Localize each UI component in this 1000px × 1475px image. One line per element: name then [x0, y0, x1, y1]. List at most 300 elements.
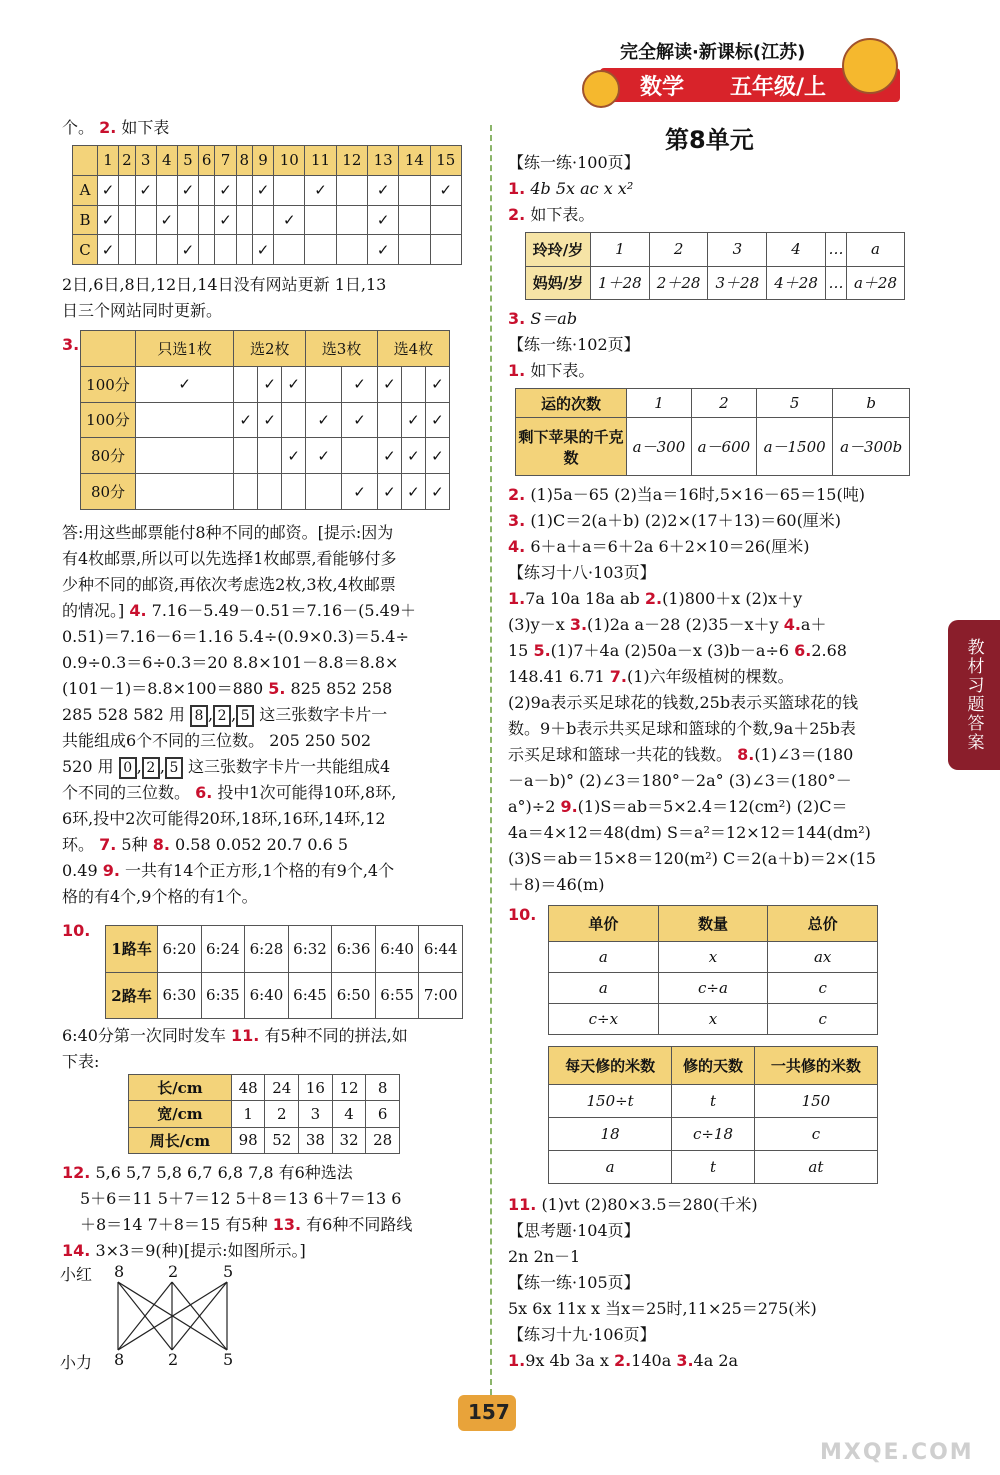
- check-cell: [236, 235, 252, 265]
- table-row: [73, 235, 462, 265]
- table-row: [73, 175, 462, 205]
- table-row: [106, 972, 463, 1019]
- check-cell: [336, 175, 367, 205]
- section-label: 【练习十九·106页】: [508, 1325, 656, 1344]
- text: 5种: [121, 835, 148, 854]
- number-card: 2: [213, 705, 231, 727]
- r-line: [508, 202, 594, 228]
- q-number: 1.: [508, 589, 526, 608]
- q-number: 6.: [195, 783, 213, 802]
- value-cell: 1: [591, 233, 650, 267]
- check-cell: [135, 205, 156, 235]
- top-label: 小红: [60, 1265, 93, 1284]
- value-cell: a: [846, 233, 904, 267]
- text: 825 852 258: [290, 679, 393, 698]
- text: 520 用: [62, 757, 114, 776]
- r-line: [508, 176, 633, 202]
- table-row: [129, 1075, 400, 1101]
- q-number: 12.: [62, 1163, 91, 1182]
- text: 0.58 0.052 20.7 0.6 5: [175, 835, 349, 854]
- row-label: 2路车: [106, 972, 158, 1019]
- check-cell: [368, 205, 399, 235]
- p1-line-5: 0.51)＝7.16－6＝1.16 5.4÷(0.9×0.3)＝5.4÷: [62, 627, 409, 646]
- check-cell: [306, 366, 342, 402]
- q-number: 2.: [644, 589, 663, 608]
- table-row: [106, 926, 463, 973]
- column-header: 修的天数: [672, 1047, 755, 1085]
- time-cell: 6:40: [375, 926, 419, 973]
- time-cell: 6:32: [288, 926, 332, 973]
- value-cell: 12: [332, 1075, 366, 1101]
- q-number: 2.: [508, 205, 526, 224]
- section-label: 【练一练·100页】: [508, 153, 640, 172]
- p1-line-12: 6环,投中2次可能得20环,18环,16环,14环,12: [62, 809, 386, 828]
- check-cell: [274, 205, 305, 235]
- table-row: [81, 366, 450, 402]
- text: (1)800＋x (2)x＋y: [662, 589, 803, 608]
- page-number: 157: [468, 1400, 510, 1424]
- check-cell: [274, 235, 305, 265]
- check-cell: [401, 402, 425, 438]
- column-header: 6: [198, 146, 214, 176]
- row-label: C: [73, 235, 98, 265]
- stamp-table: [80, 330, 450, 510]
- value-cell: a－300: [627, 418, 692, 476]
- text: 6＋a＋a＝6＋2a 6＋2×10＝26(厘米): [530, 537, 810, 556]
- check-cell: [234, 366, 258, 402]
- bottom-node: 5: [223, 1350, 234, 1369]
- table-row: [81, 402, 450, 438]
- value-cell: a－1500: [756, 418, 833, 476]
- check-cell: [177, 175, 198, 205]
- q-number: 11.: [231, 1026, 260, 1045]
- column-header: 每天修的米数: [549, 1047, 672, 1085]
- check-cell: [177, 235, 198, 265]
- rectangle-table: [128, 1074, 400, 1154]
- text: 140a: [631, 1351, 677, 1370]
- e-line: 数。9＋b表示共买足球和篮球的个数,9a＋25b表: [508, 719, 856, 738]
- check-cell: [119, 175, 135, 205]
- text: 4a 2a: [693, 1351, 739, 1370]
- q-number: 3.: [676, 1351, 694, 1370]
- row-label: 1路车: [106, 926, 158, 973]
- check-cell: [282, 402, 306, 438]
- check-cell: [377, 366, 401, 402]
- value-cell: 4＋28: [767, 266, 826, 300]
- number-card: 8: [190, 705, 208, 727]
- value-cell: x: [658, 1003, 768, 1034]
- q-number: 2.: [99, 118, 117, 137]
- row-label: 周长/cm: [129, 1127, 232, 1153]
- check-cell: [377, 402, 401, 438]
- q-number: 6.: [794, 641, 812, 660]
- check-cell: [342, 474, 378, 510]
- row-label: 玲玲/岁: [526, 233, 591, 267]
- text: (1)S＝ab＝5×2.4＝12(cm²) (2)C＝: [577, 797, 848, 816]
- value-cell: a: [549, 1151, 672, 1184]
- q-number: 7.: [99, 835, 117, 854]
- value-cell: 2: [691, 389, 756, 418]
- p1-line-2: 有4枚邮票,所以可以先选择1枚邮票,看能够付多: [62, 549, 397, 568]
- check-cell: [425, 438, 449, 474]
- column-header: 数量: [658, 906, 768, 942]
- value-cell: 32: [332, 1127, 366, 1153]
- check-cell: [136, 474, 234, 510]
- bottom-label: 小力: [60, 1353, 93, 1372]
- q-number: 8.: [737, 745, 755, 764]
- column-header: 一共修的米数: [754, 1047, 877, 1085]
- check-cell: [336, 205, 367, 235]
- text: a°)÷2: [508, 797, 561, 816]
- value-cell: 48: [231, 1075, 265, 1101]
- q-number: 2.: [508, 485, 526, 504]
- check-cell: [368, 235, 399, 265]
- check-cell: [119, 205, 135, 235]
- check-cell: [401, 438, 425, 474]
- value-cell: a＋28: [846, 266, 904, 300]
- value-cell: 8: [366, 1075, 400, 1101]
- value-cell: a－600: [691, 418, 756, 476]
- check-cell: [236, 175, 252, 205]
- header-subject: 数学: [640, 75, 685, 100]
- r-line: 2n 2n－1: [508, 1247, 581, 1266]
- table-row: [549, 1118, 878, 1151]
- value-cell: ax: [768, 941, 878, 972]
- q-number: 1.: [508, 179, 526, 198]
- check-cell: [282, 438, 306, 474]
- text: (1)∠3＝(180: [754, 745, 854, 764]
- e-line: ＋8)＝46(m): [508, 875, 605, 894]
- apple-table: [515, 388, 910, 476]
- text: 0.49: [62, 861, 98, 880]
- time-cell: 6:50: [332, 972, 376, 1019]
- p1-line-15: 格的有4个,9个格的有1个。: [62, 887, 258, 906]
- e-line: 4a＝4×12＝48(dm) S＝a²＝12×12＝144(dm²): [508, 823, 871, 842]
- check-cell: [177, 205, 198, 235]
- check-cell: [215, 175, 236, 205]
- check-cell: [430, 205, 461, 235]
- q-number: 1.: [508, 1351, 526, 1370]
- text: 7a 10a 18a ab: [525, 589, 645, 608]
- bottom-node: 2: [168, 1350, 179, 1369]
- value-cell: at: [754, 1151, 877, 1184]
- e-line: [508, 664, 794, 690]
- value-cell: 3: [708, 233, 767, 267]
- q-number: 11.: [508, 1195, 537, 1214]
- value-cell: 98: [231, 1127, 265, 1153]
- section-label: 【练一练·102页】: [508, 335, 640, 354]
- column-header: 单价: [549, 906, 659, 942]
- check-cell: [305, 175, 336, 205]
- q-number: 2.: [613, 1351, 632, 1370]
- value-cell: c÷18: [672, 1118, 755, 1151]
- text: 如下表: [121, 118, 170, 137]
- value-cell: …: [825, 233, 846, 267]
- q3-number: 3.: [62, 335, 80, 354]
- time-cell: 6:44: [419, 926, 463, 973]
- column-header: 12: [336, 146, 367, 176]
- value-cell: 2＋28: [649, 266, 708, 300]
- value-cell: t: [672, 1151, 755, 1184]
- q-number: 7.: [609, 667, 627, 686]
- row-label: A: [73, 175, 98, 205]
- check-cell: [136, 438, 234, 474]
- p1-line-6: 0.9÷0.3＝6÷0.3＝20 8.8×101－8.8＝8.8×: [62, 653, 399, 672]
- check-cell: [306, 474, 342, 510]
- value-cell: 38: [299, 1127, 333, 1153]
- check-cell: [135, 235, 156, 265]
- value-cell: b: [833, 389, 910, 418]
- q-number: 4.: [129, 601, 147, 620]
- header-grade: 五年级/上: [730, 75, 827, 100]
- column-header: 选2枚: [234, 331, 306, 367]
- header-series: 完全解读·新课标(江苏): [620, 42, 806, 63]
- price-table: [548, 905, 878, 1035]
- e-line: [508, 612, 826, 638]
- text: 有5种不同的拼法,如: [264, 1026, 408, 1045]
- text: (1)7＋4a (2)50a－x (3)b－a÷6: [550, 641, 795, 660]
- value-cell: 16: [299, 1075, 333, 1101]
- t1-note-1: 2日,6日,8日,12日,14日没有网站更新 1日,13: [62, 275, 387, 294]
- check-cell: [425, 366, 449, 402]
- text: 一共有14个正方形,1个格的有9个,4个: [125, 861, 395, 880]
- value-cell: 3: [299, 1101, 333, 1127]
- section-label: 【思考题·104页】: [508, 1221, 640, 1240]
- side-tab: 教材习题答案: [948, 620, 1000, 770]
- value-cell: a: [549, 941, 659, 972]
- text: 这三张数字卡片一共能组成4: [188, 757, 391, 776]
- q-number: 9.: [560, 797, 578, 816]
- text: a＋: [800, 615, 827, 634]
- text: 148.41 6.71: [508, 667, 610, 686]
- check-cell: [252, 205, 273, 235]
- p1-line-8: 285 528 582 用 8 , 2 , 5 这三张数字卡片一: [62, 702, 387, 728]
- check-cell: [156, 235, 177, 265]
- value-cell: 1＋28: [591, 266, 650, 300]
- r-line: [508, 482, 865, 508]
- column-header: 总价: [768, 906, 878, 942]
- top-node: 2: [168, 1262, 179, 1281]
- check-cell: [282, 366, 306, 402]
- text: 3×3＝9(种)[提示:如图所示。]: [95, 1241, 306, 1260]
- column-header: 3: [135, 146, 156, 176]
- text: 如下表。: [530, 205, 595, 224]
- p1-line-9: 共能组成6个不同的三位数。 205 250 502: [62, 731, 372, 750]
- value-cell: 1: [231, 1101, 265, 1127]
- text: (101－1)＝8.8×100＝880: [62, 679, 264, 698]
- value-cell: t: [672, 1085, 755, 1118]
- time-cell: 6:35: [201, 972, 245, 1019]
- row-label: 100分: [81, 402, 136, 438]
- value-cell: c: [754, 1118, 877, 1151]
- value-cell: 150: [754, 1085, 877, 1118]
- column-header: 1: [98, 146, 119, 176]
- table-row: [73, 205, 462, 235]
- text: 5,6 5,7 5,8 6,7 6,8 7,8 有6种选法: [95, 1163, 353, 1182]
- check-cell: [136, 402, 234, 438]
- text: 的情况。]: [62, 601, 125, 620]
- check-cell: [342, 366, 378, 402]
- q-number: 3.: [508, 511, 526, 530]
- check-cell: [274, 175, 305, 205]
- check-cell: [430, 235, 461, 265]
- column-header: 4: [156, 146, 177, 176]
- check-cell: [425, 402, 449, 438]
- text: 示买足球和篮球一共花的钱数。: [508, 745, 738, 764]
- value-cell: a－300b: [833, 418, 910, 476]
- p2-line-2: 5＋6＝11 5＋7＝12 5＋8＝13 6＋7＝13 6: [80, 1189, 402, 1208]
- text: (1)2a a－28 (2)35－x＋y: [587, 615, 784, 634]
- row-label: 100分: [81, 366, 136, 402]
- row-label: 剩下苹果的千克数: [516, 418, 627, 476]
- section-label: 【练一练·105页】: [508, 1273, 640, 1292]
- q-number: 9.: [102, 861, 120, 880]
- time-cell: 6:20: [158, 926, 202, 973]
- age-table: [525, 232, 905, 300]
- p2-line-4: [62, 1238, 306, 1264]
- check-cell: [236, 205, 252, 235]
- value-cell: 2: [649, 233, 708, 267]
- e-line: (3)S＝ab＝15×8＝120(m²) C＝2(a＋b)＝2×(15: [508, 849, 876, 868]
- time-cell: 6:45: [288, 972, 332, 1019]
- chick-mascot-icon: [842, 38, 898, 94]
- text: ＋8＝14 7＋8＝15 有5种: [80, 1215, 268, 1234]
- header-row: [549, 906, 878, 942]
- check-cell: [401, 366, 425, 402]
- check-cell: [215, 235, 236, 265]
- text: (1)5a－65 (2)当a＝16时,5×16－65＝15(吨): [530, 485, 865, 504]
- page-header: [580, 30, 1000, 110]
- check-cell: [377, 474, 401, 510]
- check-cell: [198, 175, 214, 205]
- value-cell: …: [825, 266, 846, 300]
- column-header: 10: [274, 146, 305, 176]
- p1-line-10: 520 用 0 , 2 , 5 这三张数字卡片一共能组成4: [62, 754, 390, 780]
- check-cell: [252, 175, 273, 205]
- check-cell: [136, 366, 234, 402]
- column-header: 15: [430, 146, 461, 176]
- p1-line-11: [62, 780, 396, 806]
- check-cell: [258, 438, 282, 474]
- time-cell: 6:30: [158, 972, 202, 1019]
- table-row: [129, 1127, 400, 1153]
- q-number: 14.: [62, 1241, 91, 1260]
- q-number: 4.: [783, 615, 801, 634]
- table-row: [129, 1101, 400, 1127]
- check-cell: [198, 205, 214, 235]
- p2-line-1: [62, 1160, 353, 1186]
- row-label: 妈妈/岁: [526, 266, 591, 300]
- value-cell: 5: [756, 389, 833, 418]
- value-cell: 4: [767, 233, 826, 267]
- e-line: －a－b)° (2)∠3＝180°－2a° (3)∠3＝(180°－: [508, 771, 852, 790]
- value-cell: a: [549, 972, 659, 1003]
- q-number: 1.: [508, 361, 526, 380]
- column-header: 14: [399, 146, 430, 176]
- check-cell: [282, 474, 306, 510]
- column-header: 选4枚: [377, 331, 449, 367]
- time-cell: 6:36: [332, 926, 376, 973]
- value-cell: 2: [265, 1101, 299, 1127]
- text: 如下表。: [530, 361, 595, 380]
- value-cell: 150÷t: [549, 1085, 672, 1118]
- time-cell: 6:55: [375, 972, 419, 1019]
- check-cell: [135, 175, 156, 205]
- section-label: 【练习十八·103页】: [508, 563, 656, 582]
- q-number: 4.: [508, 537, 526, 556]
- value-cell: c: [768, 972, 878, 1003]
- bus-schedule-table: [105, 925, 463, 1019]
- p1-line-14: [62, 858, 394, 884]
- text: 投中1次可能得10环,8环,: [217, 783, 397, 802]
- check-cell: [430, 175, 461, 205]
- check-cell: [399, 175, 430, 205]
- check-cell: [399, 205, 430, 235]
- row-label: 运的次数: [516, 389, 627, 418]
- row-label: 长/cm: [129, 1075, 232, 1101]
- header-row: [549, 1047, 878, 1085]
- e-line: [508, 794, 848, 820]
- row-label: 80分: [81, 474, 136, 510]
- check-cell: [119, 235, 135, 265]
- r-line: [508, 358, 594, 384]
- check-cell: [342, 402, 378, 438]
- q-number: 8.: [152, 835, 170, 854]
- text: 个不同的三位数。: [62, 783, 191, 802]
- text: 15: [508, 641, 534, 660]
- chick-mascot-left-icon: [582, 70, 620, 108]
- text: 个。: [62, 118, 95, 137]
- value-cell: 18: [549, 1118, 672, 1151]
- row-label: 宽/cm: [129, 1101, 232, 1127]
- text: 285 528 582 用: [62, 705, 185, 724]
- text: 9x 4b 3a x: [525, 1351, 614, 1370]
- text: (1)六年级植树的棵数。: [627, 667, 794, 686]
- text: 2.68: [811, 641, 847, 660]
- bottom-node: 8: [114, 1350, 125, 1369]
- t10-note-2: 下表:: [62, 1052, 100, 1071]
- time-cell: 6:40: [245, 972, 289, 1019]
- table-row: [549, 1085, 878, 1118]
- column-header: 选3枚: [306, 331, 378, 367]
- e-line: [508, 1348, 738, 1374]
- table-row: [81, 438, 450, 474]
- value-cell: 4: [332, 1101, 366, 1127]
- row-label: B: [73, 205, 98, 235]
- text: (1)C＝2(a＋b) (2)2×(17＋13)＝60(厘米): [530, 511, 842, 530]
- left-line-1: [62, 115, 169, 141]
- e-line: [508, 742, 853, 768]
- check-cell: [98, 175, 119, 205]
- e-line: (2)9a表示买足球花的钱数,25b表示买篮球花的钱: [508, 693, 859, 712]
- text: 环。: [62, 835, 95, 854]
- check-cell: [252, 235, 273, 265]
- p1-line-4: [62, 598, 416, 624]
- check-cell: [215, 205, 236, 235]
- number-card: 0: [119, 757, 137, 779]
- e-line: [508, 638, 847, 664]
- column-header: 只选1枚: [136, 331, 234, 367]
- column-header: 2: [119, 146, 135, 176]
- r-line: 5x 6x 11x x 当x＝25时,11×25＝275(米): [508, 1299, 817, 1318]
- check-cell: [198, 235, 214, 265]
- text: 6:40分第一次同时发车: [62, 1026, 226, 1045]
- p1-line-1: 答:用这些邮票能付8种不同的邮资。[提示:因为: [62, 523, 394, 542]
- check-cell: [305, 235, 336, 265]
- time-cell: 6:28: [245, 926, 289, 973]
- check-cell: [377, 438, 401, 474]
- text: (1)vt (2)80×3.5＝280(千米): [541, 1195, 758, 1214]
